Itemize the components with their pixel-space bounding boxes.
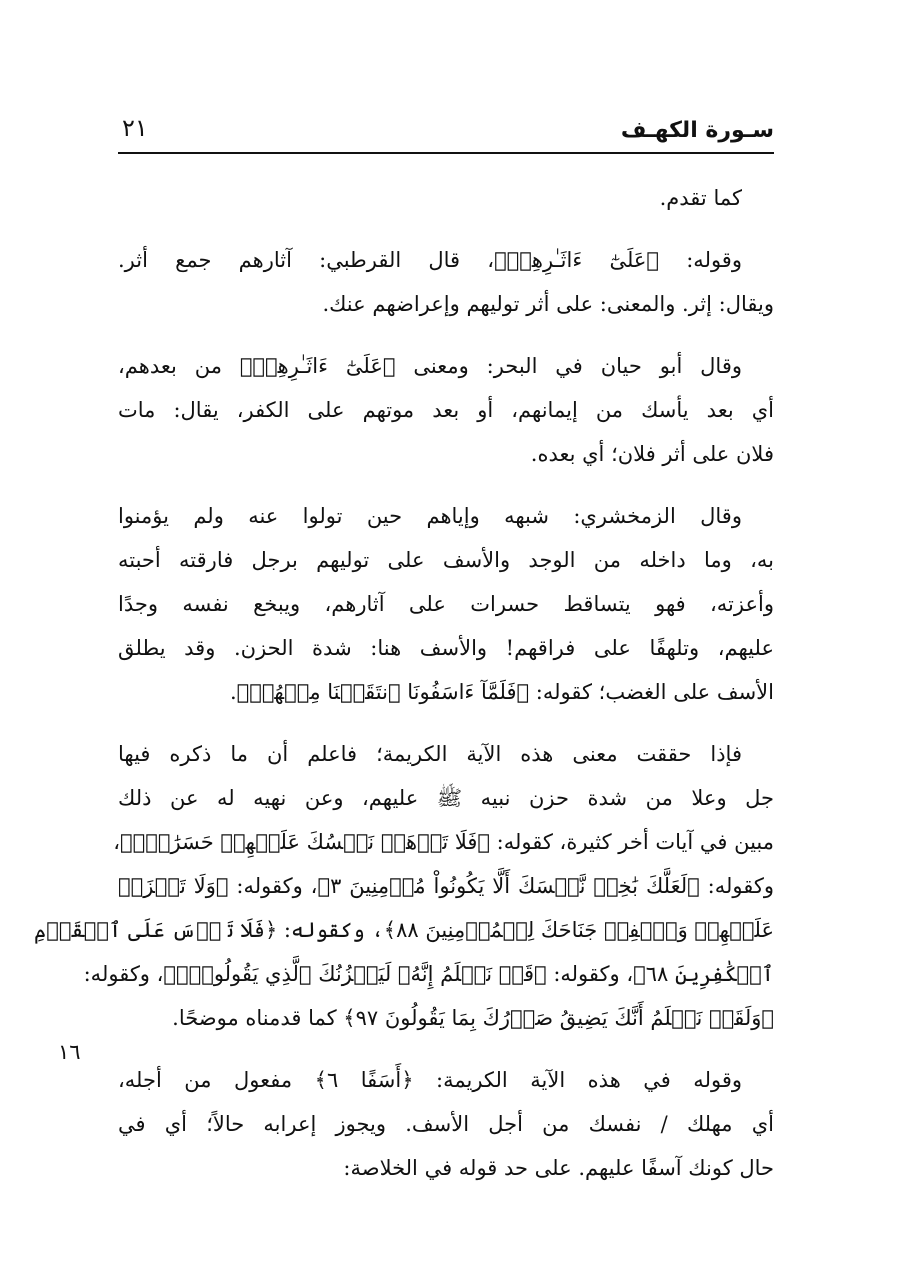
paragraph: [118, 176, 774, 220]
surah-title: سـورة الكهـف: [620, 118, 774, 143]
page-header: [118, 112, 774, 152]
text-line: عَلَيۡهِمۡ وَٱخۡفِضۡ جَنَاحَكَ لِلۡمُؤۡمِنِينَ ٨٨﴾، وكقوله: ﴿فَلَا تَأۡسَ عَلَى ٱلۡقَوۡمِ: [33, 918, 774, 942]
text-line: كما تقدم.: [659, 186, 742, 210]
text-line: مبين في آيات أخر كثيرة، كقوله: ﴿فَلَا تَذۡهَبۡ نَفۡسُكَ عَلَيۡهِمۡ حَسَرَٰتٍۚ﴾،: [113, 830, 774, 854]
paragraph: [118, 344, 774, 476]
text-line: الأسف على الغضب؛ كقوله: ﴿فَلَمَّآ ءَاسَفُونَا ٱنتَقَمۡنَا مِنۡهُمۡ﴾.: [229, 680, 774, 704]
text-line: وقال أبو حيان في البحر: ومعنى ﴿عَلَىٰٓ ءَاثَـٰرِهِمۡ﴾ من بعدهم،: [118, 354, 742, 378]
text-line: عليهم، وتلهفًا على فراقهم! والأسف هنا: شدة الحزن. وقد يطلق: [118, 636, 774, 660]
text-line: ﴿وَلَقَدۡ نَعۡلَمُ أَنَّكَ يَضِيقُ صَدۡرُكَ بِمَا يَقُولُونَ ٩٧﴾ كما قدمناه موضحًا.: [172, 1006, 774, 1030]
text-line: ويقال: إثر. والمعنى: على أثر توليهم وإعراضهم عنك.: [322, 292, 774, 316]
paragraph: [118, 494, 774, 714]
text-line: حال كونك آسفًا عليهم. على حد قوله في الخلاصة:: [343, 1156, 774, 1180]
text-line: ٱلۡكَٰفِرِينَ ٦٨﴾، وكقوله: ﴿قَدۡ نَعۡلَمُ إِنَّهُۥ لَيَحۡزُنُكَ ٱلَّذِي يَقُولُونَۖ﴾، وكقوله:: [83, 962, 774, 986]
text-line: به، وما داخله من الوجد والأسف على توليهم برجل فارقته أحبته: [118, 548, 774, 572]
page-number: ٢١: [122, 114, 148, 142]
paragraph: [118, 1058, 774, 1190]
paragraph: [118, 238, 774, 326]
text-line: وقوله في هذه الآية الكريمة: ﴿أَسَفًا ٦﴾ مفعول من أجله،: [118, 1068, 742, 1092]
text-line: جل وعلا من شدة حزن نبيه ﷺ عليهم، وعن نهيه له عن ذلك: [118, 786, 774, 810]
margin-reference-number: ١٦: [58, 1040, 81, 1064]
text-line: فإذا حققت معنى هذه الآية الكريمة؛ فاعلم أن ما ذكره فيها: [118, 742, 742, 766]
text-line: وأعزته، فهو يتساقط حسرات على آثارهم، ويبخع نفسه وجدًا: [118, 592, 774, 616]
paragraph: [33, 732, 774, 1040]
text-line: أي مهلك / نفسك من أجل الأسف. ويجوز إعرابه حالاً؛ أي في: [118, 1112, 774, 1136]
text-line: فلان على أثر فلان؛ أي بعده.: [530, 442, 774, 466]
header-divider: [118, 152, 774, 154]
text-line: وقوله: ﴿عَلَىٰٓ ءَاثَـٰرِهِمۡ﴾، قال القرطبي: آثارهم جمع أثر.: [118, 248, 742, 272]
text-line: وقال الزمخشري: شبهه وإياهم حين تولوا عنه ولم يؤمنوا: [118, 504, 742, 528]
text-line: أي بعد يأسك من إيمانهم، أو بعد موتهم على الكفر، يقال: مات: [118, 398, 774, 422]
text-line: وكقوله: ﴿لَعَلَّكَ بَٰخِعٞ نَّفۡسَكَ أَلَّا يَكُونُواْ مُؤۡمِنِينَ ٣﴾، وكقوله: ﴿وَلَا تَحۡزَنۡ: [118, 874, 774, 898]
